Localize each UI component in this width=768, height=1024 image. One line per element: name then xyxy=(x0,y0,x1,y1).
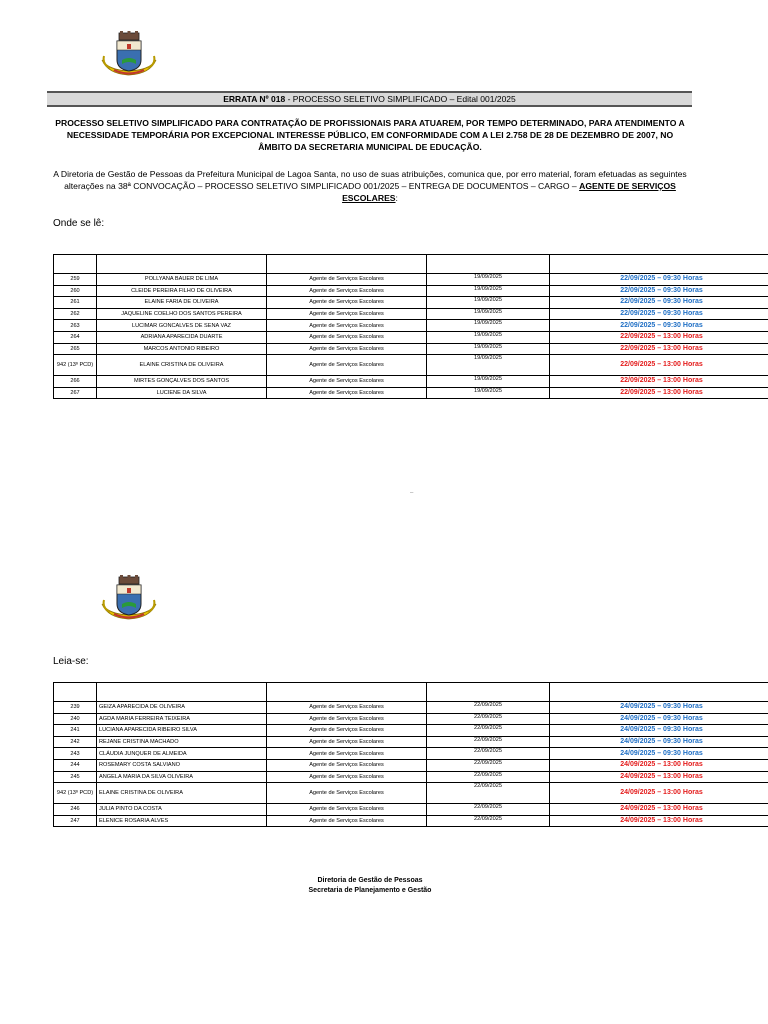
job-title: Agente de Serviços Escolares xyxy=(267,355,427,376)
candidate-name: ELENICE ROSARIA ALVES xyxy=(97,815,267,827)
convocation-date: 19/09/2025 xyxy=(427,387,550,399)
table-row xyxy=(54,702,768,714)
candidate-name: LUCIENE DA SILVA xyxy=(97,387,267,399)
errata-subtitle: - PROCESSO SELETIVO SIMPLIFICADO – Edital 001/2025 xyxy=(285,94,516,104)
candidate-name: JAQUELINE COELHO DOS SANTOS PEREIRA xyxy=(97,308,267,320)
row-number: 261 xyxy=(54,297,97,309)
header-cell xyxy=(97,683,267,702)
candidate-name: ELAINE CRISTINA DE OLIVEIRA xyxy=(97,355,267,376)
convocation-date: 22/09/2025 xyxy=(427,736,550,748)
candidate-name: LUCIANA APARECIDA RIBEIRO SILVA xyxy=(97,725,267,737)
row-number: 265 xyxy=(54,343,97,355)
footer-department: Diretoria de Gestão de Pessoas xyxy=(317,877,423,884)
table-row xyxy=(54,725,768,737)
document-delivery-schedule: 22/09/2025 – 13:00 Horas xyxy=(550,376,768,388)
document-delivery-schedule: 22/09/2025 – 09:30 Horas xyxy=(550,285,768,297)
table-row xyxy=(54,771,768,783)
candidate-name: GEIZA APARECIDA DE OLIVEIRA xyxy=(97,702,267,714)
page-break-mark: – xyxy=(410,490,414,496)
convocation-date: 19/09/2025 xyxy=(427,297,550,309)
row-number: 243 xyxy=(54,748,97,760)
table-row xyxy=(54,815,768,827)
cargo-name: AGENTE DE SERVIÇOS ESCOLARES xyxy=(342,181,676,203)
row-number: 267 xyxy=(54,387,97,399)
convocation-date: 22/09/2025 xyxy=(427,771,550,783)
document-delivery-schedule: 22/09/2025 – 13:00 Horas xyxy=(550,331,768,343)
row-number: 246 xyxy=(54,804,97,816)
header-cell xyxy=(267,255,427,274)
convocation-date: 22/09/2025 xyxy=(427,804,550,816)
convocation-date: 22/09/2025 xyxy=(427,783,550,804)
candidate-name: ADRIANA APARECIDA DUARTE xyxy=(97,331,267,343)
row-number: 247 xyxy=(54,815,97,827)
coat-of-arms-icon xyxy=(98,30,160,78)
header-cell xyxy=(427,255,550,274)
job-title: Agente de Serviços Escolares xyxy=(267,804,427,816)
document-delivery-schedule: 22/09/2025 – 13:00 Horas xyxy=(550,343,768,355)
document-delivery-schedule: 24/09/2025 – 13:00 Horas xyxy=(550,759,768,771)
candidate-name: REJANE CRISTINA MACHADO xyxy=(97,736,267,748)
document-delivery-schedule: 24/09/2025 – 13:00 Horas xyxy=(550,815,768,827)
job-title: Agente de Serviços Escolares xyxy=(267,285,427,297)
document-delivery-schedule: 24/09/2025 – 09:30 Horas xyxy=(550,713,768,725)
job-title: Agente de Serviços Escolares xyxy=(267,759,427,771)
job-title: Agente de Serviços Escolares xyxy=(267,274,427,286)
job-title: Agente de Serviços Escolares xyxy=(267,308,427,320)
onde-se-le-label: Onde se lê: xyxy=(53,218,105,229)
job-title: Agente de Serviços Escolares xyxy=(267,783,427,804)
document-delivery-schedule: 24/09/2025 – 09:30 Horas xyxy=(550,725,768,737)
document-delivery-schedule: 22/09/2025 – 09:30 Horas xyxy=(550,274,768,286)
document-delivery-schedule: 22/09/2025 – 13:00 Horas xyxy=(550,387,768,399)
table-row xyxy=(54,713,768,725)
document-delivery-schedule: 24/09/2025 – 09:30 Horas xyxy=(550,748,768,760)
table-row xyxy=(54,783,768,804)
convocation-date: 22/09/2025 xyxy=(427,815,550,827)
table-row xyxy=(54,804,768,816)
row-number: 942 (13º PCD) xyxy=(54,355,97,376)
row-number: 241 xyxy=(54,725,97,737)
job-title: Agente de Serviços Escolares xyxy=(267,320,427,332)
row-number: 262 xyxy=(54,308,97,320)
candidate-name: JULIA PINTO DA COSTA xyxy=(97,804,267,816)
row-number: 266 xyxy=(54,376,97,388)
job-title: Agente de Serviços Escolares xyxy=(267,702,427,714)
row-number: 942 (13º PCD) xyxy=(54,783,97,804)
document-delivery-schedule: 24/09/2025 – 09:30 Horas xyxy=(550,702,768,714)
leia-se-label: Leia-se: xyxy=(53,656,89,667)
table-row xyxy=(54,376,768,388)
candidate-name: AGDA MARIA FERREIRA TEIXEIRA xyxy=(97,713,267,725)
table-row xyxy=(54,331,768,343)
document-headline: PROCESSO SELETIVO SIMPLIFICADO PARA CONTRATAÇÃO DE PROFISSIONAIS PARA ATUAREM, POR TEMPO DETERMINADO, PARA ATENDIMENTO A NECESSIDADE TEMPORÁRIA POR EXCEPCIONAL INTERESSE PÚBLICO, EM CONFORMIDADE COM A LEI 2.758 DE 28 DE DEZEMBRO DE 2007, NO ÂMBITO DA SECRETARIA MUNICIPAL DE EDUCAÇÃO. xyxy=(55,118,685,152)
footer-secretariat: Secretaria de Planejamento e Gestão xyxy=(308,887,432,894)
table-row xyxy=(54,387,768,399)
header-cell xyxy=(97,255,267,274)
convocation-date: 22/09/2025 xyxy=(427,702,550,714)
row-number: 242 xyxy=(54,736,97,748)
table-row xyxy=(54,355,768,376)
job-title: Agente de Serviços Escolares xyxy=(267,815,427,827)
convocation-date: 19/09/2025 xyxy=(427,343,550,355)
candidate-name: CLEIDE PEREIRA FILHO DE OLIVEIRA xyxy=(97,285,267,297)
candidate-name: ANGELA MARIA DA SILVA OLIVEIRA xyxy=(97,771,267,783)
table-header-row xyxy=(54,255,768,274)
candidate-name: MARCOS ANTONIO RIBEIRO xyxy=(97,343,267,355)
document-delivery-schedule: 24/09/2025 – 13:00 Horas xyxy=(550,783,768,804)
job-title: Agente de Serviços Escolares xyxy=(267,297,427,309)
convocation-date: 19/09/2025 xyxy=(427,274,550,286)
row-number: 264 xyxy=(54,331,97,343)
job-title: Agente de Serviços Escolares xyxy=(267,387,427,399)
intro-paragraph xyxy=(50,168,690,204)
job-title: Agente de Serviços Escolares xyxy=(267,331,427,343)
leia-se-table xyxy=(53,682,768,827)
convocation-date: 19/09/2025 xyxy=(427,355,550,376)
convocation-date: 19/09/2025 xyxy=(427,320,550,332)
table-row xyxy=(54,285,768,297)
table-header-row xyxy=(54,683,768,702)
row-number: 244 xyxy=(54,759,97,771)
convocation-date: 22/09/2025 xyxy=(427,759,550,771)
job-title: Agente de Serviços Escolares xyxy=(267,736,427,748)
document-delivery-schedule: 22/09/2025 – 09:30 Horas xyxy=(550,308,768,320)
errata-title-bar xyxy=(47,91,692,107)
document-delivery-schedule: 22/09/2025 – 09:30 Horas xyxy=(550,320,768,332)
convocation-date: 22/09/2025 xyxy=(427,748,550,760)
table-row xyxy=(54,736,768,748)
job-title: Agente de Serviços Escolares xyxy=(267,376,427,388)
convocation-date: 22/09/2025 xyxy=(427,725,550,737)
header-cell xyxy=(267,683,427,702)
candidate-name: CLÁUDIA JUNQUER DE ALMEIDA xyxy=(97,748,267,760)
header-cell xyxy=(550,683,768,702)
row-number: 239 xyxy=(54,702,97,714)
table-row xyxy=(54,297,768,309)
candidate-name: LUCIMAR GONCALVES DE SENA VAZ xyxy=(97,320,267,332)
header-cell xyxy=(550,255,768,274)
document-delivery-schedule: 22/09/2025 – 09:30 Horas xyxy=(550,297,768,309)
document-delivery-schedule: 24/09/2025 – 13:00 Horas xyxy=(550,771,768,783)
table-row xyxy=(54,343,768,355)
intro-end: : xyxy=(395,193,398,203)
convocation-date: 19/09/2025 xyxy=(427,376,550,388)
document-delivery-schedule: 24/09/2025 – 13:00 Horas xyxy=(550,804,768,816)
convocation-date: 22/09/2025 xyxy=(427,713,550,725)
candidate-name: ROSEMARY COSTA SALVIANO xyxy=(97,759,267,771)
document-delivery-schedule: 22/09/2025 – 13:00 Horas xyxy=(550,355,768,376)
signature-block xyxy=(220,876,520,896)
convocation-date: 19/09/2025 xyxy=(427,331,550,343)
table-row xyxy=(54,274,768,286)
row-number: 259 xyxy=(54,274,97,286)
job-title: Agente de Serviços Escolares xyxy=(267,343,427,355)
table-row xyxy=(54,759,768,771)
header-cell xyxy=(54,255,97,274)
convocation-date: 19/09/2025 xyxy=(427,308,550,320)
row-number: 260 xyxy=(54,285,97,297)
convocation-date: 19/09/2025 xyxy=(427,285,550,297)
table-row xyxy=(54,308,768,320)
row-number: 240 xyxy=(54,713,97,725)
intro-text: A Diretoria de Gestão de Pessoas da Prefeitura Municipal de Lagoa Santa, no uso de suas atribuições, comunica que, por erro material, foram efetuadas as seguintes alterações na 38ª CONVOCAÇÃO – PROCESSO SELETIVO SIMPLIFICADO 001/2025 – ENTREGA DE DOCUMENTOS – CARGO – xyxy=(53,169,687,191)
errata-number: ERRATA Nº 018 xyxy=(223,94,286,104)
job-title: Agente de Serviços Escolares xyxy=(267,748,427,760)
job-title: Agente de Serviços Escolares xyxy=(267,713,427,725)
job-title: Agente de Serviços Escolares xyxy=(267,771,427,783)
table-row xyxy=(54,320,768,332)
table-row xyxy=(54,748,768,760)
header-cell xyxy=(427,683,550,702)
onde-se-le-table xyxy=(53,254,768,399)
header-cell xyxy=(54,683,97,702)
candidate-name: MIRTES GONÇALVES DOS SANTOS xyxy=(97,376,267,388)
document-delivery-schedule: 24/09/2025 – 09:30 Horas xyxy=(550,736,768,748)
row-number: 263 xyxy=(54,320,97,332)
coat-of-arms-icon xyxy=(98,574,160,622)
job-title: Agente de Serviços Escolares xyxy=(267,725,427,737)
row-number: 245 xyxy=(54,771,97,783)
candidate-name: POLLYANA BAUER DE LIMA xyxy=(97,274,267,286)
candidate-name: ELAINE FARIA DE OLIVEIRA xyxy=(97,297,267,309)
candidate-name: ELAINE CRISTINA DE OLIVEIRA xyxy=(97,783,267,804)
